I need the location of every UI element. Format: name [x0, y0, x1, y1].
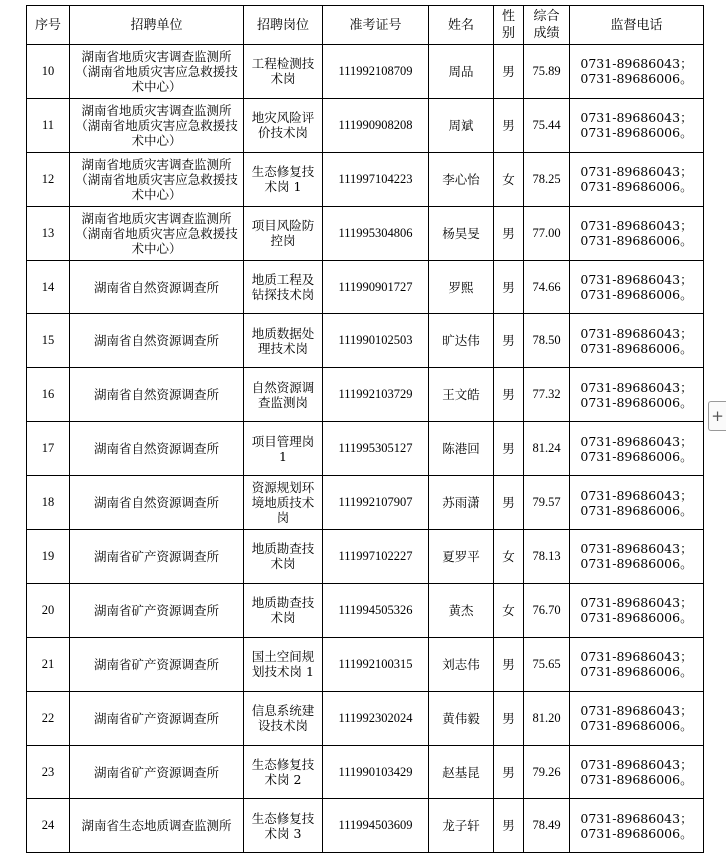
cell-ticket: 111992107907	[323, 476, 429, 530]
cell-index: 19	[27, 530, 70, 584]
cell-score: 79.26	[524, 745, 570, 799]
phone-line-2: 0731-89686006。	[580, 179, 693, 195]
header-name: 姓名	[429, 6, 494, 45]
cell-index: 20	[27, 583, 70, 637]
cell-ticket: 111990901727	[323, 260, 429, 314]
phone-line-1: 0731-89686043；	[580, 433, 693, 449]
cell-unit: 湖南省自然资源调查所	[70, 476, 244, 530]
table-row	[27, 314, 704, 368]
phone-line-2: 0731-89686006。	[580, 394, 693, 410]
cell-gender: 女	[494, 530, 524, 584]
phone-line-1: 0731-89686043；	[580, 164, 693, 180]
cell-score: 76.70	[524, 583, 570, 637]
table-row	[27, 152, 704, 206]
cell-unit: 湖南省矿产资源调查所	[70, 691, 244, 745]
cell-name: 黄杰	[429, 583, 494, 637]
cell-phone	[570, 206, 704, 260]
cell-ticket: 111992100315	[323, 637, 429, 691]
phone-line-1: 0731-89686043；	[580, 110, 693, 126]
cell-name: 旷达伟	[429, 314, 494, 368]
cell-position: 项目风险防控岗	[244, 206, 323, 260]
table-row	[27, 260, 704, 314]
cell-gender: 男	[494, 476, 524, 530]
cell-gender: 男	[494, 637, 524, 691]
cell-ticket: 111990102503	[323, 314, 429, 368]
cell-index: 11	[27, 98, 70, 152]
cell-unit: 湖南省矿产资源调查所	[70, 745, 244, 799]
cell-position: 资源规划环境地质技术岗	[244, 476, 323, 530]
table-row	[27, 368, 704, 422]
phone-line-2: 0731-89686006。	[580, 664, 693, 680]
cell-index: 22	[27, 691, 70, 745]
cell-score: 78.25	[524, 152, 570, 206]
table-row	[27, 45, 704, 99]
cell-ticket: 111992103729	[323, 368, 429, 422]
cell-score: 75.65	[524, 637, 570, 691]
cell-position: 生态修复技术岗 2	[244, 745, 323, 799]
header-unit: 招聘单位	[70, 6, 244, 45]
cell-name: 罗熙	[429, 260, 494, 314]
phone-line-2: 0731-89686006。	[580, 233, 693, 249]
cell-gender: 男	[494, 45, 524, 99]
cell-phone	[570, 368, 704, 422]
cell-phone	[570, 45, 704, 99]
cell-name: 李心怡	[429, 152, 494, 206]
cell-score: 74.66	[524, 260, 570, 314]
table-row	[27, 422, 704, 476]
cell-unit: 湖南省自然资源调查所	[70, 422, 244, 476]
cell-index: 12	[27, 152, 70, 206]
cell-phone	[570, 799, 704, 853]
cell-position: 地质工程及钻探技术岗	[244, 260, 323, 314]
phone-line-2: 0731-89686006。	[580, 125, 693, 141]
cell-name: 苏雨潇	[429, 476, 494, 530]
phone-line-1: 0731-89686043；	[580, 810, 693, 826]
cell-gender: 男	[494, 98, 524, 152]
phone-line-2: 0731-89686006。	[580, 287, 693, 302]
cell-gender: 男	[494, 799, 524, 853]
cell-index: 23	[27, 745, 70, 799]
cell-index: 17	[27, 422, 70, 476]
cell-ticket: 111992108709	[323, 45, 429, 99]
header-ticket: 准考证号	[323, 6, 429, 45]
cell-phone	[570, 691, 704, 745]
cell-position: 工程检测技术岗	[244, 45, 323, 99]
phone-line-1: 0731-89686043；	[580, 487, 693, 503]
cell-unit: 湖南省生态地质调查监测所	[70, 799, 244, 853]
header-score: 综合 成绩	[524, 6, 570, 45]
cell-score: 78.13	[524, 530, 570, 584]
candidate-table	[26, 5, 704, 853]
header-position: 招聘岗位	[244, 6, 323, 45]
cell-unit: 湖南省自然资源调查所	[70, 368, 244, 422]
table-row	[27, 206, 704, 260]
table-row	[27, 799, 704, 853]
cell-position: 地质勘查技术岗	[244, 583, 323, 637]
cell-name: 夏罗平	[429, 530, 494, 584]
cell-position: 信息系统建设技术岗	[244, 691, 323, 745]
cell-phone	[570, 260, 704, 314]
table-row	[27, 637, 704, 691]
table-body	[27, 45, 704, 853]
cell-position: 自然资源调查监测岗	[244, 368, 323, 422]
header-phone: 监督电话	[570, 6, 704, 45]
cell-index: 24	[27, 799, 70, 853]
cell-phone	[570, 314, 704, 368]
cell-index: 16	[27, 368, 70, 422]
phone-line-2: 0731-89686006。	[580, 772, 693, 788]
cell-unit: 湖南省地质灾害调查监测所（湖南省地质灾害应急救援技术中心）	[70, 45, 244, 99]
cell-gender: 男	[494, 691, 524, 745]
table-row	[27, 530, 704, 584]
cell-score: 78.50	[524, 314, 570, 368]
cell-ticket: 111995305127	[323, 422, 429, 476]
cell-unit: 湖南省地质灾害调查监测所（湖南省地质灾害应急救援技术中心）	[70, 98, 244, 152]
cell-index: 18	[27, 476, 70, 530]
cell-position: 项目管理岗 1	[244, 422, 323, 476]
table-row	[27, 476, 704, 530]
phone-line-1: 0731-89686043；	[580, 703, 693, 719]
cell-name: 杨昊旻	[429, 206, 494, 260]
cell-index: 14	[27, 260, 70, 314]
cell-phone	[570, 422, 704, 476]
cell-score: 79.57	[524, 476, 570, 530]
cell-name: 赵基昆	[429, 745, 494, 799]
table-row	[27, 583, 704, 637]
cell-phone	[570, 745, 704, 799]
cell-name: 周斌	[429, 98, 494, 152]
cell-ticket: 111990103429	[323, 745, 429, 799]
header-index: 序号	[27, 6, 70, 45]
phone-line-1: 0731-89686043；	[580, 218, 693, 234]
cell-name: 刘志伟	[429, 637, 494, 691]
cell-gender: 男	[494, 368, 524, 422]
cell-phone	[570, 637, 704, 691]
header-gender: 性 别	[494, 6, 524, 45]
cell-index: 13	[27, 206, 70, 260]
phone-line-2: 0731-89686006。	[580, 448, 693, 464]
cell-position: 地灾风险评价技术岗	[244, 98, 323, 152]
cell-position: 生态修复技术岗 3	[244, 799, 323, 853]
table-row	[27, 691, 704, 745]
cell-gender: 男	[494, 745, 524, 799]
phone-line-1: 0731-89686043；	[580, 541, 693, 557]
cell-ticket: 111992302024	[323, 691, 429, 745]
cell-position: 国土空间规划技术岗 1	[244, 637, 323, 691]
cell-gender: 男	[494, 314, 524, 368]
cell-index: 21	[27, 637, 70, 691]
cell-unit: 湖南省地质灾害调查监测所（湖南省地质灾害应急救援技术中心）	[70, 152, 244, 206]
table-row	[27, 98, 704, 152]
phone-line-2: 0731-89686006。	[580, 610, 693, 626]
phone-line-1: 0731-89686043；	[580, 325, 693, 341]
cell-phone	[570, 152, 704, 206]
cell-gender: 男	[494, 206, 524, 260]
plus-icon: +	[711, 407, 724, 425]
cell-score: 81.20	[524, 691, 570, 745]
cell-index: 10	[27, 45, 70, 99]
cell-name: 王文皓	[429, 368, 494, 422]
cell-ticket: 111990908208	[323, 98, 429, 152]
cell-position: 生态修复技术岗 1	[244, 152, 323, 206]
phone-line-1: 0731-89686043；	[580, 757, 693, 773]
cell-ticket: 111997102227	[323, 530, 429, 584]
cell-gender: 男	[494, 260, 524, 314]
cell-phone	[570, 476, 704, 530]
cell-position: 地质勘查技术岗	[244, 530, 323, 584]
cell-gender: 男	[494, 422, 524, 476]
cell-score: 81.24	[524, 422, 570, 476]
cell-score: 75.44	[524, 98, 570, 152]
cell-unit: 湖南省自然资源调查所	[70, 314, 244, 368]
phone-line-2: 0731-89686006。	[580, 718, 693, 734]
cell-score: 78.49	[524, 799, 570, 853]
cell-unit: 湖南省矿产资源调查所	[70, 583, 244, 637]
cell-phone	[570, 583, 704, 637]
phone-line-1: 0731-89686043；	[580, 56, 693, 72]
cell-unit: 湖南省矿产资源调查所	[70, 637, 244, 691]
cell-ticket: 111994503609	[323, 799, 429, 853]
phone-line-2: 0731-89686006。	[580, 556, 693, 572]
phone-line-2: 0731-89686006。	[580, 502, 693, 518]
cell-name: 黄伟毅	[429, 691, 494, 745]
cell-unit: 湖南省自然资源调查所	[70, 260, 244, 314]
cell-phone	[570, 98, 704, 152]
cell-score: 77.32	[524, 368, 570, 422]
cell-gender: 女	[494, 152, 524, 206]
cell-unit: 湖南省矿产资源调查所	[70, 530, 244, 584]
cell-score: 77.00	[524, 206, 570, 260]
cell-score: 75.89	[524, 45, 570, 99]
expand-button[interactable]	[708, 401, 726, 431]
phone-line-2: 0731-89686006。	[580, 340, 693, 356]
cell-unit: 湖南省地质灾害调查监测所（湖南省地质灾害应急救援技术中心）	[70, 206, 244, 260]
cell-index: 15	[27, 314, 70, 368]
phone-line-2: 0731-89686006。	[580, 71, 693, 87]
phone-line-1: 0731-89686043；	[580, 272, 693, 287]
cell-gender: 女	[494, 583, 524, 637]
phone-line-1: 0731-89686043；	[580, 379, 693, 395]
table-row	[27, 745, 704, 799]
cell-position: 地质数据处理技术岗	[244, 314, 323, 368]
cell-name: 陈港回	[429, 422, 494, 476]
cell-phone	[570, 530, 704, 584]
cell-ticket: 111997104223	[323, 152, 429, 206]
phone-line-1: 0731-89686043；	[580, 649, 693, 665]
table-header-row	[27, 6, 704, 45]
phone-line-2: 0731-89686006。	[580, 825, 693, 841]
cell-name: 龙子轩	[429, 799, 494, 853]
cell-name: 周品	[429, 45, 494, 99]
cell-ticket: 111994505326	[323, 583, 429, 637]
phone-line-1: 0731-89686043；	[580, 595, 693, 611]
cell-ticket: 111995304806	[323, 206, 429, 260]
